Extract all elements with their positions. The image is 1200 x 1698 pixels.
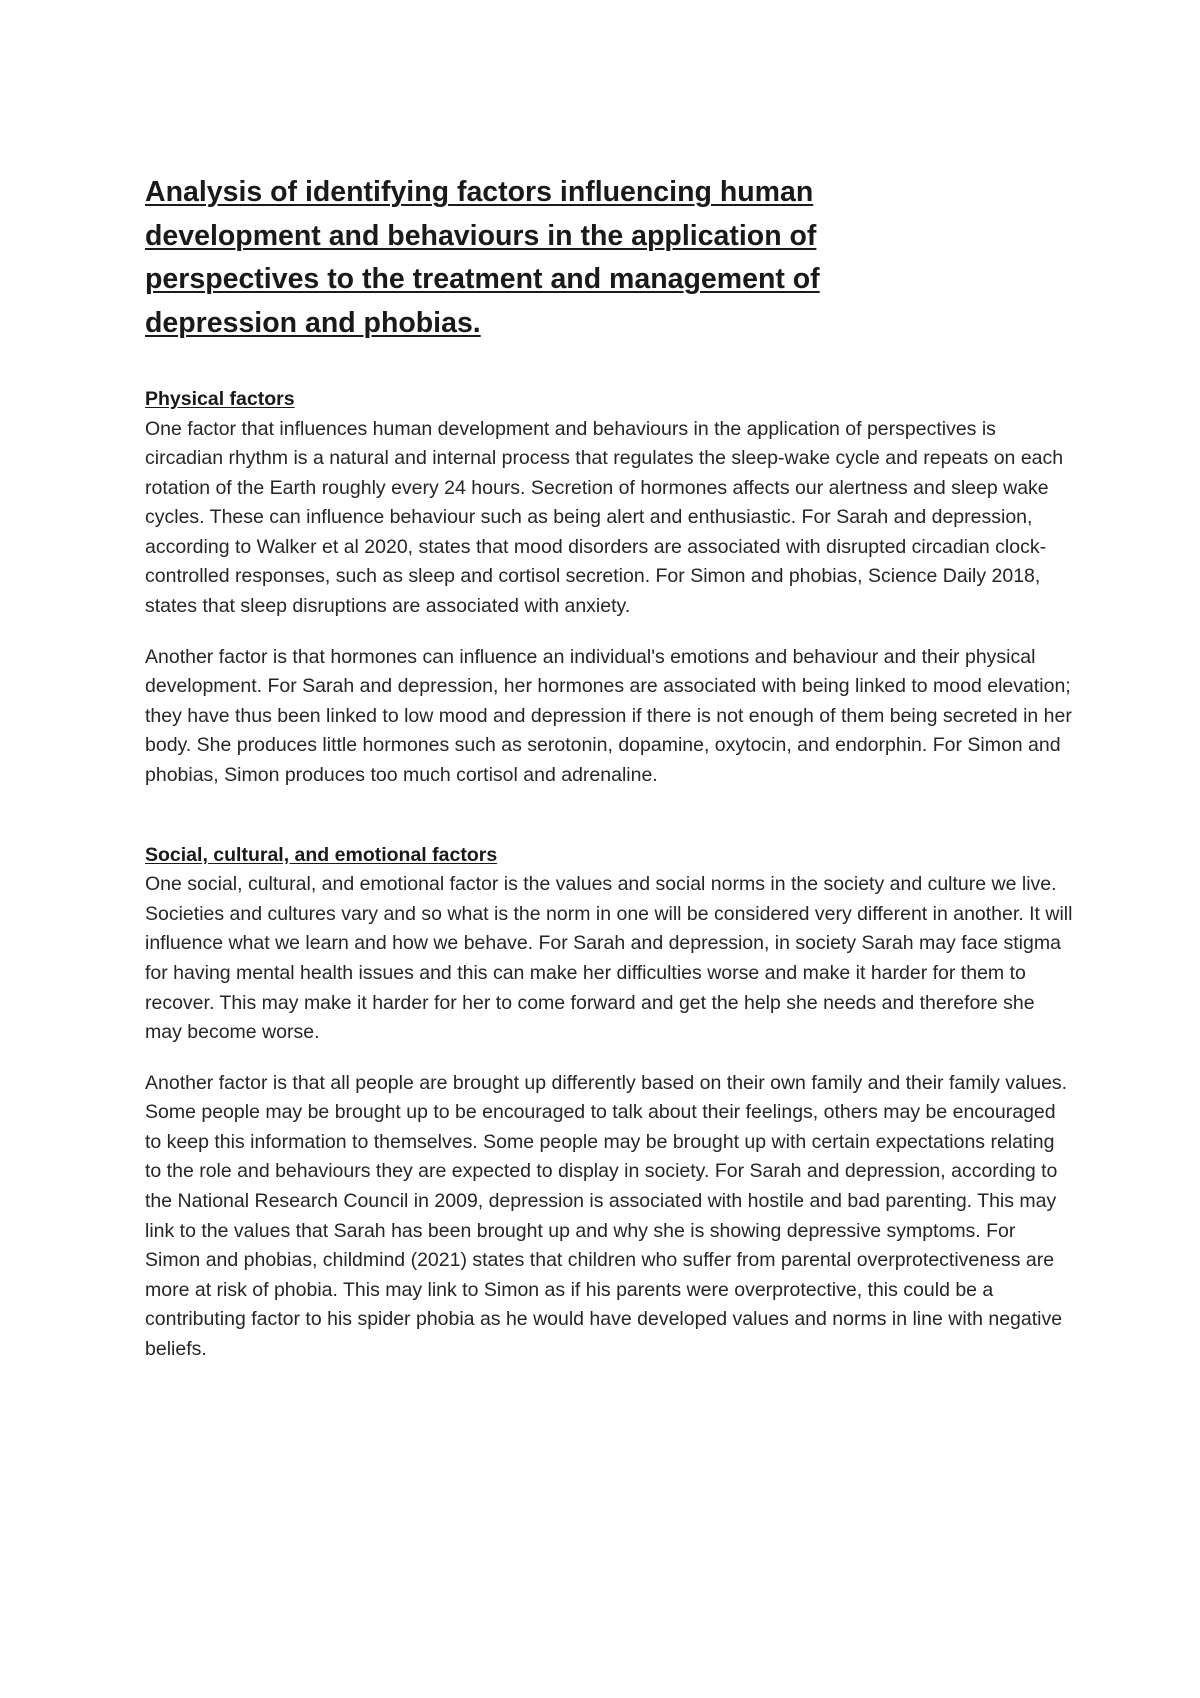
section-heading-social-cultural-emotional-factors: Social, cultural, and emotional factors — [145, 843, 498, 866]
paragraph-values-social-norms: One social, cultural, and emotional factor is the values and social norms in the society and culture we live. Societies and cultures vary and so what is the norm in one will be considered very different in another. It will influence what we learn and how we behave. For Sarah and depression, in society Sarah may face stigma for having mental health issues and this can make her difficulties worse and make it harder for them to recover. This may make it harder for her to come forward and get the help she needs and therefore she may become worse. — [145, 873, 1073, 1044]
paragraph-family-values: Another factor is that all people are brought up differently based on their own family and their family values. Some people may be brought up to be encouraged to talk about their feelings, others may be encouraged to keep this information to themselves. Some people may be brought up with certain expectations relating to the role and behaviours they are expected to display in society. For Sarah and depression, according to the National Research Council in 2009, depression is associated with hostile and bad parenting. This may link to the values that Sarah has been brought up and why she is showing depressive symptoms. For Simon and phobias, childmind (2021) states that children who suffer from parental overprotectiveness are more at risk of phobia. This may link to Simon as if his parents were overprotective, this could be a contributing factor to his spider phobia as he would have developed values and norms in line with negative beliefs. — [145, 1071, 1068, 1361]
paragraph-hormones: Another factor is that hormones can influence an individual's emotions and behaviour and their physical development. For Sarah and depression, her hormones are associated with being linked to mood elevation; they have thus been linked to low mood and depression if there is not enough of them being secreted in her body. She produces little hormones such as serotonin, dopamine, oxytocin, and endorphin. For Simon and phobias, Simon produces too much cortisol and adrenaline. — [145, 645, 1072, 787]
section-heading-physical-factors: Physical factors — [145, 388, 295, 410]
section-physical-factors — [145, 385, 1075, 791]
document-title: Analysis of identifying factors influencing human development and behaviours in the application of perspectives to the treatment and management of depression and phobias. — [145, 176, 820, 339]
document-body — [145, 171, 1075, 1365]
section-social-cultural-emotional-factors — [145, 841, 1075, 1365]
paragraph-circadian-rhythm: One factor that influences human development and behaviours in the application of perspectives is circadian rhythm is a natural and internal process that regulates the sleep-wake cycle and repeats on each rotation of the Earth roughly every 24 hours. Secretion of hormones affects our alertness and sleep wake cycles. These can influence behaviour such as being alert and enthusiastic. For Sarah and depression, according to Walker et al 2020, states that mood disorders are associated with disrupted circadian clock- controlled responses, such as sleep and cortisol secretion. For Simon and phobias, Science Daily 2018, states that sleep disruptions are associated with anxiety. — [145, 417, 1064, 618]
